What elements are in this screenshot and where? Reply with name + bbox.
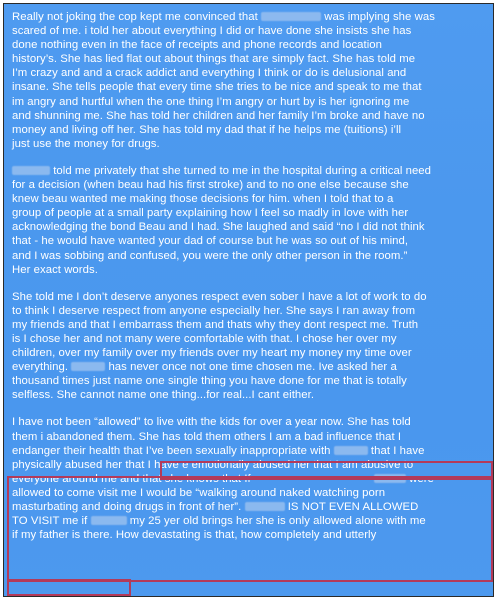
text-segment: endanger their health that I’ve been sexually inappropriate with bbox=[12, 444, 334, 457]
redacted-name bbox=[91, 516, 127, 525]
text-segment: insane. She tells people that every time she tries to be nice and speak to me that bbox=[12, 81, 422, 94]
text-segment: and shunning me. She has told her children and her family I’m broke and have no bbox=[12, 109, 425, 122]
text-segment: for a decision (when beau had his first stroke) and to no one else because she bbox=[12, 179, 409, 192]
text-line bbox=[12, 360, 488, 374]
text-line bbox=[12, 472, 488, 486]
text-line bbox=[12, 66, 488, 80]
text-segment: TO VISIT me if bbox=[12, 515, 91, 528]
text-segment: money and living off her. She has told my dad that if he helps me (tuitions) i’ll bbox=[12, 123, 402, 136]
text-segment: is I chose her and not many were comfortable with that. I chose her over my bbox=[12, 332, 397, 345]
text-line bbox=[12, 415, 488, 429]
paragraph bbox=[12, 10, 488, 151]
text-line bbox=[12, 164, 488, 178]
text-segment: masturbating and doing drugs in front of her”. bbox=[12, 501, 245, 513]
text-line bbox=[12, 528, 488, 542]
redacted-name bbox=[245, 502, 285, 511]
text-segment: knew beau wanted me making those decisions for him. when I told that to a bbox=[12, 193, 394, 206]
text-line bbox=[12, 24, 488, 38]
text-segment: children, over my family over my friends over my heart my money my time over bbox=[12, 347, 412, 360]
text-segment: scared of me. i told her about everything I did or have done she insists she has bbox=[12, 25, 412, 38]
text-segment: has never once not one time chosen me. Ive asked her a bbox=[105, 361, 397, 374]
text-line bbox=[12, 220, 488, 234]
post-frame bbox=[3, 3, 494, 597]
text-line bbox=[12, 430, 488, 444]
text-line bbox=[12, 458, 488, 472]
text-segment: just use the money for drugs. bbox=[12, 137, 160, 150]
text-line bbox=[12, 290, 488, 304]
text-line bbox=[12, 10, 488, 24]
text-line bbox=[12, 52, 488, 66]
text-line bbox=[12, 80, 488, 94]
redacted-name bbox=[12, 166, 50, 175]
text-segment: told me privately that she turned to me in the hospital during a critical need bbox=[50, 164, 432, 177]
text-line bbox=[12, 249, 488, 263]
text-line bbox=[12, 332, 488, 346]
text-segment: history’s. She has lied flat out about things that are simply fact. She has told me bbox=[12, 53, 416, 66]
redacted-name bbox=[374, 474, 406, 483]
text-segment: my 25 yer old brings her she is only allowed alone with me bbox=[126, 515, 426, 528]
text-segment: selfless. She cannot name one thing...for real...I cant either. bbox=[12, 389, 315, 402]
text-line bbox=[12, 500, 488, 514]
text-line bbox=[12, 304, 488, 318]
text-segment: my friends and that I embarrass them and thats why they dont respect me. Truth bbox=[12, 318, 419, 331]
text-segment: were bbox=[405, 472, 434, 485]
text-line bbox=[12, 38, 488, 52]
text-segment: done nothing even in the face of receipts and phone records and location bbox=[12, 39, 383, 52]
text-segment: group of people at a small party explaining how I feel so madly in love with her bbox=[12, 207, 409, 220]
text-segment: acknowledging the bond Beau and I had. She laughed and said “no I did not think bbox=[12, 221, 425, 234]
text-segment: thousand times just name one single thing you have done for me that is totally bbox=[12, 375, 407, 388]
text-segment: IS NOT EVEN ALLOWED bbox=[284, 501, 419, 513]
text-segment: I’m crazy and and a crack addict and everything I think or do is delusional and bbox=[12, 67, 407, 80]
text-segment: allowed to come visit me I would be “walking around naked watching porn bbox=[12, 486, 386, 499]
text-segment: She told me I don’t deserve anyones respect even sober I have a lot of work to do bbox=[12, 290, 427, 303]
text-line bbox=[12, 444, 488, 458]
post-text bbox=[12, 10, 488, 542]
highlight-box-bottom bbox=[7, 579, 131, 596]
text-segment: that - he would have wanted your dad of course but he was so out of his mind, bbox=[12, 235, 409, 248]
text-line bbox=[12, 263, 488, 277]
redacted-name bbox=[334, 446, 368, 455]
text-line bbox=[12, 192, 488, 206]
redacted-name bbox=[261, 12, 321, 21]
text-line bbox=[12, 109, 488, 123]
text-line bbox=[12, 206, 488, 220]
text-segment: physically abused her that I have e emotionally abused her that I am abusive to bbox=[12, 458, 414, 471]
text-segment: everyone around me and that she knows that If bbox=[12, 472, 254, 485]
text-line bbox=[12, 178, 488, 192]
text-segment: them i abandoned them. She has told them others I am a bad influence that I bbox=[12, 430, 402, 443]
text-line bbox=[12, 137, 488, 151]
text-line bbox=[12, 346, 488, 360]
paragraph bbox=[12, 415, 488, 542]
paragraph bbox=[12, 164, 488, 277]
text-line bbox=[12, 123, 488, 137]
redacted-name bbox=[71, 362, 105, 371]
text-segment: and I was sobbing and confused, you were the only other person in the room.” bbox=[12, 249, 408, 262]
paragraph bbox=[12, 290, 488, 403]
text-segment: I have not been “allowed” to live with the kids for over a year now. She has told bbox=[12, 416, 411, 429]
text-line bbox=[12, 514, 488, 528]
text-line bbox=[12, 374, 488, 388]
text-line bbox=[12, 95, 488, 109]
text-segment: that I have bbox=[367, 444, 425, 457]
text-segment: im angry and hurtful when the one thing I’m angry or hurt by is her ignoring me bbox=[12, 95, 410, 108]
text-segment: if my father is there. How devastating is that, how completely and utterly bbox=[12, 529, 377, 542]
text-line bbox=[12, 388, 488, 402]
text-segment: everything. bbox=[12, 361, 72, 374]
text-segment: to think I deserve respect from anyone especially her. She says I ran away from bbox=[12, 304, 416, 317]
text-line bbox=[12, 234, 488, 248]
text-segment: Her exact words. bbox=[12, 263, 98, 276]
text-line bbox=[12, 318, 488, 332]
text-segment: was implying she was bbox=[321, 11, 435, 23]
text-segment: Really not joking the cop kept me convinced that bbox=[12, 11, 262, 23]
text-line bbox=[12, 486, 488, 500]
